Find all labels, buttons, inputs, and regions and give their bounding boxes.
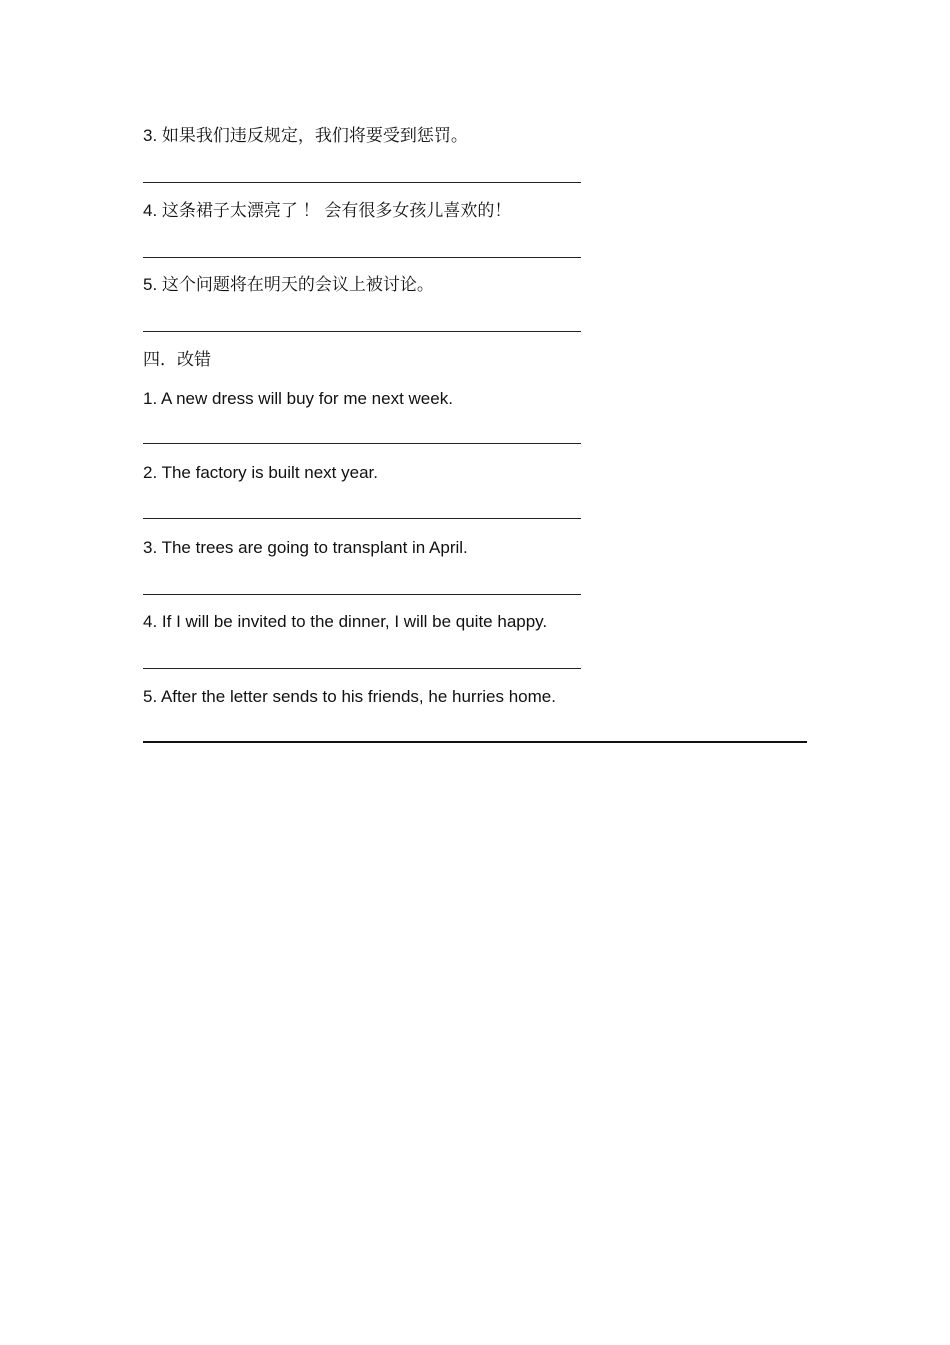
answer-line-translation-4[interactable] (143, 257, 581, 258)
answer-line-translation-5[interactable] (143, 331, 581, 332)
translation-item-3: 3. 如果我们违反规定，我们将要受到惩罚。 (143, 126, 468, 145)
answer-line-correction-5[interactable] (143, 741, 807, 743)
correction-item-5: 5. After the letter sends to his friends, he hurries home. (143, 687, 556, 706)
translation-item-5: 5. 这个问题将在明天的会议上被讨论。 (143, 275, 434, 294)
translation-item-4: 4. 这条裙子太漂亮了 ！ 会有很多女孩儿喜欢的！ (143, 201, 512, 220)
answer-line-correction-1[interactable] (143, 443, 581, 444)
correction-item-3: 3. The trees are going to transplant in April. (143, 538, 468, 557)
section-heading-correction: 四．改错 (143, 350, 211, 369)
answer-line-translation-3[interactable] (143, 182, 581, 183)
correction-item-4: 4. If I will be invited to the dinner, I will be quite happy. (143, 612, 548, 631)
answer-line-correction-3[interactable] (143, 594, 581, 595)
correction-item-1: 1. A new dress will buy for me next week. (143, 389, 453, 408)
answer-line-correction-4[interactable] (143, 668, 581, 669)
correction-item-2: 2. The factory is built next year. (143, 463, 378, 482)
answer-line-correction-2[interactable] (143, 518, 581, 519)
